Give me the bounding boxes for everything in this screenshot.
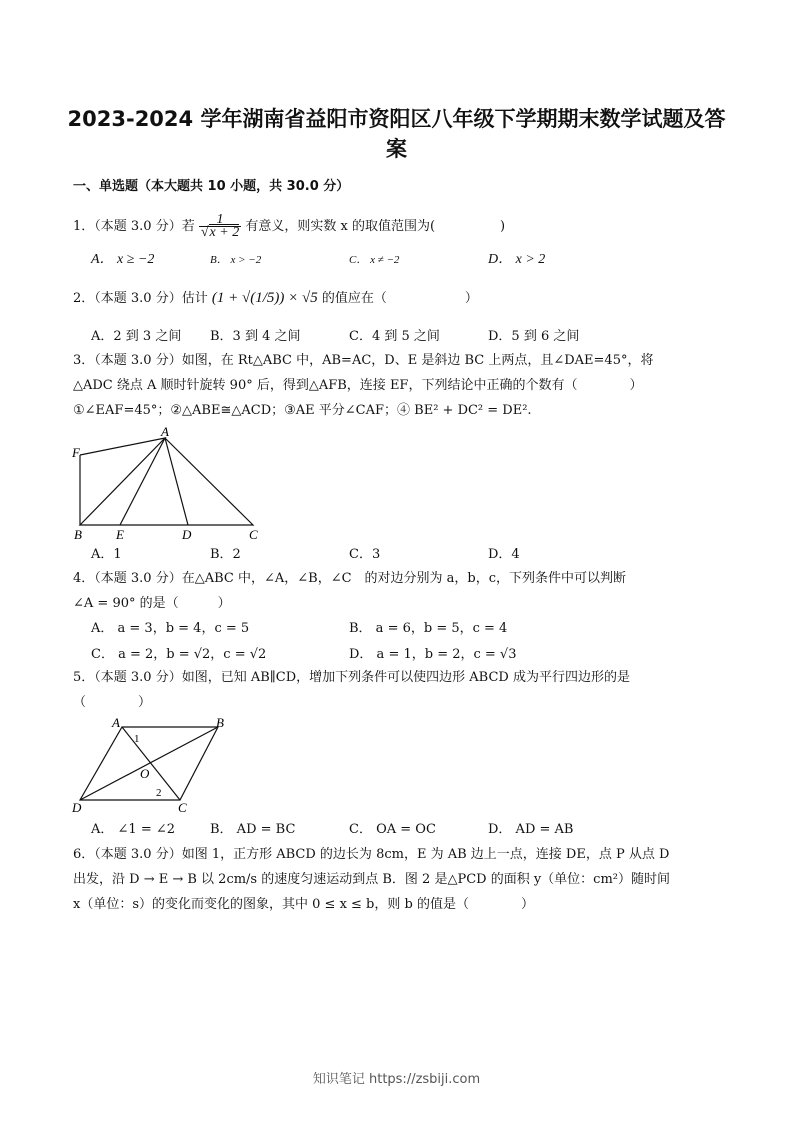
q1-prefix: 1．（本题 3.0 分）若	[73, 219, 195, 234]
q5-label-d: D	[72, 800, 82, 815]
q5-label-o: O	[140, 766, 150, 781]
q5-label-a: A	[112, 715, 120, 730]
q1-frac-den: x + 2	[209, 225, 240, 240]
q1-fraction: $\frac{1}{√x + 2}$	[200, 212, 240, 240]
q3-label-d: D	[182, 527, 192, 542]
q4-option-a: A． a = 3，b = 4，c = 5	[91, 621, 250, 636]
q6-line-3: x（单位：s）的变化而变化的图象，其中 0 ≤ x ≤ b，则 b 的值是（ ）	[73, 897, 534, 912]
q3-line-3: ①∠EAF=45°；②△ABE≅△ACD；③AE 平分∠CAF；④ BE² + DC² = DE².	[73, 403, 532, 418]
q4-option-c: C． a = 2，b = √2，c = √2	[91, 647, 267, 662]
question-1	[73, 214, 505, 239]
q4-line-1: 4．（本题 3.0 分）在△ABC 中，∠A，∠B，∠C 的对边分别为 a，b，c，下列条件中可以判断	[73, 571, 627, 586]
q3-option-a: A．1	[91, 547, 122, 562]
q3-label-a: A	[161, 425, 169, 439]
q3-line-1: 3．（本题 3.0 分）如图，在 Rt△ABC 中，AB=AC，D、E 是斜边 BC 上两点，且∠DAE=45°，将	[73, 353, 654, 368]
q6-line-1: 6．（本题 3.0 分）如图 1，正方形 ABCD 的边长为 8cm，E 为 AB 边上一点，连接 DE，点 P 从点 D	[73, 847, 670, 862]
q2-expression: (1 + √(1/5)) × √5	[211, 290, 318, 306]
q5-line-1: 5．（本题 3.0 分）如图，已知 AB∥CD，增加下列条件可以使四边形 ABCD 成为平行四边形的是	[73, 670, 630, 685]
page-title	[60, 104, 733, 164]
q1-option-b: B． x > −2	[210, 254, 262, 266]
q3-label-b: B	[74, 527, 82, 542]
q1-frac-num: 1	[199, 214, 241, 227]
q3-label-c: C	[249, 527, 258, 542]
section-heading: 一、单选题（本大题共 10 小题，共 30.0 分）	[73, 179, 350, 194]
q2-option-b: B．3 到 4 之间	[210, 329, 301, 344]
q5-option-d: D． AD = AB	[488, 822, 574, 837]
q2-prefix: 2．（本题 3.0 分）估计	[73, 291, 208, 306]
q5-label-c: C	[178, 800, 187, 815]
q3-figure	[70, 425, 270, 543]
q6-line-2: 出发，沿 D → E → B 以 2cm/s 的速度匀速运动到点 B．图 2 是△PCD 的面积 y（单位：cm²）随时间	[73, 872, 671, 887]
q5-figure	[70, 715, 240, 815]
q5-label-angle-1: 1	[134, 733, 140, 745]
title-line-1: 2023-2024 学年湖南省益阳市资阳区八年级下学期期末数学试题及答	[67, 107, 726, 131]
q2-option-a: A．2 到 3 之间	[91, 329, 182, 344]
q4-option-d: D． a = 1，b = 2，c = √3	[349, 647, 517, 662]
q1-option-a: A． x ≥ −2	[91, 252, 155, 267]
question-2	[73, 288, 478, 309]
q2-option-c: C．4 到 5 之间	[349, 329, 440, 344]
q1-option-c: C． x ≠ −2	[349, 254, 400, 266]
q2-option-d: D．5 到 6 之间	[488, 329, 580, 344]
q3-option-d: D．4	[488, 547, 520, 562]
q5-label-angle-2: 2	[156, 787, 162, 799]
q5-option-c: C． OA = OC	[349, 822, 436, 837]
q3-option-b: B．2	[210, 547, 241, 562]
q2-suffix: 的值应在（ ）	[321, 291, 478, 306]
q3-label-f: F	[72, 445, 80, 460]
q5-line-2: （ ）	[73, 695, 152, 710]
q5-label-b: B	[216, 715, 224, 730]
title-line-2: 案	[386, 137, 407, 161]
q4-line-2: ∠A = 90° 的是（ ）	[73, 596, 231, 611]
q3-line-2: △ADC 绕点 A 顺时针旋转 90° 后，得到△AFB，连接 EF，下列结论中正确的个数有（ ）	[73, 378, 643, 393]
q3-option-c: C．3	[349, 547, 381, 562]
footer-watermark: 知识笔记 https://zsbiji.com	[312, 1072, 481, 1087]
q5-option-b: B． AD = BC	[210, 822, 296, 837]
q1-suffix: 有意义，则实数 x 的取值范围为( )	[245, 219, 506, 234]
q4-option-b: B． a = 6，b = 5，c = 4	[349, 621, 508, 636]
q3-label-e: E	[116, 527, 124, 542]
q5-option-a: A． ∠1 = ∠2	[91, 822, 176, 837]
q1-option-d: D． x > 2	[488, 252, 546, 267]
